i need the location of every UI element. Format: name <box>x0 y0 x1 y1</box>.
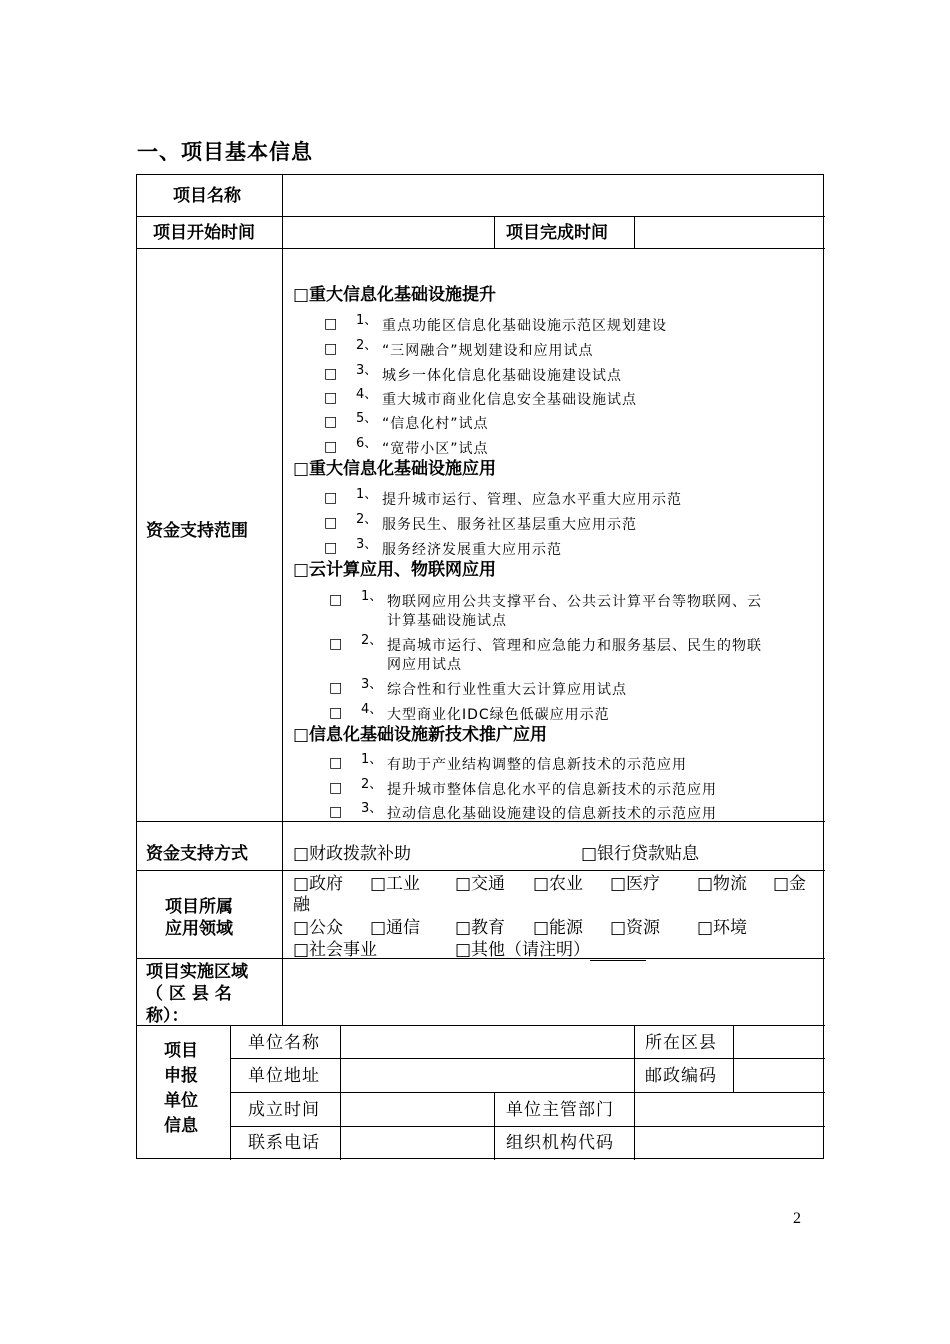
field-option-finance[interactable]: □金 <box>773 874 807 894</box>
implementation-area-label-1: 项目实施区域 <box>146 962 248 982</box>
field-option-social[interactable]: □社会事业 <box>293 940 378 960</box>
founded-field[interactable] <box>341 1093 493 1125</box>
field-option-finance-wrap: 融 <box>293 895 310 915</box>
other-blank[interactable] <box>590 942 646 961</box>
unit-name-field[interactable] <box>341 1026 633 1058</box>
page-number: 2 <box>793 1210 801 1227</box>
checkbox-icon[interactable]: □ <box>324 490 339 506</box>
field-option-transport[interactable]: □交通 <box>455 874 506 894</box>
checkbox-icon[interactable]: □ <box>324 390 339 406</box>
section-heading: 一、项目基本信息 <box>137 140 313 164</box>
funding-method-label: 资金支持方式 <box>146 844 248 864</box>
checkbox-icon[interactable]: □ <box>324 414 339 430</box>
fiscal-grant-checkbox[interactable]: □财政拨款补助 <box>293 844 412 864</box>
phone-field[interactable] <box>341 1127 493 1159</box>
checkbox-icon[interactable]: □ <box>329 705 344 721</box>
field-option-other[interactable]: □其他（请注明） <box>455 939 646 961</box>
funding-scope-label: 资金支持范围 <box>146 521 248 541</box>
applicant-label-1: 项目 <box>164 1041 198 1061</box>
field-option-government[interactable]: □政府 <box>293 874 344 894</box>
checkbox-icon[interactable]: □ <box>329 755 344 771</box>
loan-subsidy-checkbox[interactable]: □银行贷款贴息 <box>581 844 700 864</box>
org-code-field[interactable] <box>635 1127 824 1159</box>
checkbox-icon[interactable]: □ <box>324 515 339 531</box>
end-time-field[interactable] <box>635 217 824 247</box>
applicant-label-3: 单位 <box>164 1091 198 1111</box>
postal-code-field[interactable] <box>734 1059 824 1091</box>
checkbox-icon[interactable]: □ <box>329 780 344 796</box>
field-option-telecom[interactable]: □通信 <box>370 918 421 938</box>
authority-label: 单位主管部门 <box>506 1100 614 1120</box>
applicant-label-4: 信息 <box>164 1116 198 1136</box>
field-option-agriculture[interactable]: □农业 <box>533 874 584 894</box>
field-option-medical[interactable]: □医疗 <box>610 874 661 894</box>
scope-section-title[interactable]: □云计算应用、物联网应用 <box>293 560 497 580</box>
field-option-resources[interactable]: □资源 <box>610 918 661 938</box>
scope-section-title[interactable]: □重大信息化基础设施提升 <box>293 285 497 305</box>
checkbox-icon[interactable]: □ <box>324 341 339 357</box>
project-name-label: 项目名称 <box>173 186 241 206</box>
checkbox-icon[interactable]: □ <box>324 316 339 332</box>
implementation-area-label-2: （ 区 县 名 <box>146 984 232 1004</box>
project-name-field[interactable] <box>283 176 824 215</box>
postal-code-label: 邮政编码 <box>645 1066 717 1086</box>
unit-address-label: 单位地址 <box>248 1066 320 1086</box>
district-field[interactable] <box>734 1026 824 1058</box>
field-option-industry[interactable]: □工业 <box>370 874 421 894</box>
implementation-area-field[interactable] <box>283 959 824 1024</box>
scope-section-title[interactable]: □信息化基础设施新技术推广应用 <box>293 725 548 745</box>
implementation-area-label-3: 称）： <box>146 1006 189 1026</box>
checkbox-icon[interactable]: □ <box>324 439 339 455</box>
field-option-energy[interactable]: □能源 <box>533 918 584 938</box>
field-option-public[interactable]: □公众 <box>293 918 344 938</box>
scope-section-title[interactable]: □重大信息化基础设施应用 <box>293 459 497 479</box>
field-option-logistics[interactable]: □物流 <box>697 874 748 894</box>
applicant-label-2: 申报 <box>164 1066 198 1086</box>
end-time-label: 项目完成时间 <box>506 223 608 243</box>
project-info-form: 项目名称 项目开始时间 项目完成时间 资金支持范围 资金支持方式 项目所属 应用领域 项目实施区域 （ 区 县 名 称）： 项目 申报 单位 信息 □重大信息化基础设施提升 □ 1、 重点功能区信息化基础设施示范区规划建设 □ 2、 “三网融合”规划建设和应用试点 □ 3、 城乡一体化信息化基础设施建设试点 □ 4、 重大城市商业化信息安全基础设施试点 □ 5、 “信息化村”试点 □ 6、 “宽带小区”试点 □重大信息化基础设施应用 □ 1、 提升城市运行、管理、应急水平重大应用示范 □ 2、 服务民生、服务社区基层重大应用示范 □ 3、 服务经济发展重大应用示范 □云计算应用、物联网应用 □ 1、 物联网应用公共支撑平台、公共云计算平台等物联网、云 计算基础设施试点 □ 2、 提高城市运行、管理和应急能力和服务基层、民生的物联 网应用试点 □ 3、 综合性和行业性重大云计算应用试点 □ 4、 大型商业化IDC绿色低碳应用示范 □信息化基础设施新技术推广应用 □ 1、 有助于产业结构调整的信息新技术的示范应用 □ 2、 提升城市整体信息化水平的信息新技术的示范应用 □ 3、 拉动信息化基础设施建设的信息新技术的示范应用 □财政拨款补助 □银行贷款贴息 □政府 □工业 □交通 □农业 □医疗 □物流 □金 融 □公众 □通信 □教育 □能源 □资源 □环境 □社会事业 □其他（请注明） 单位名称 所在区县 单位地址 邮政编码 成立时间 单位主管部门 联系电话 组织机构代码 <box>136 174 824 1159</box>
application-field-label-2: 应用领域 <box>165 919 233 939</box>
phone-label: 联系电话 <box>248 1133 320 1153</box>
checkbox-icon[interactable]: □ <box>329 636 344 652</box>
field-option-education[interactable]: □教育 <box>455 918 506 938</box>
authority-field[interactable] <box>635 1093 824 1125</box>
application-field-label-1: 项目所属 <box>165 897 233 917</box>
org-code-label: 组织机构代码 <box>506 1133 614 1153</box>
founded-label: 成立时间 <box>248 1100 320 1120</box>
start-time-field[interactable] <box>283 217 493 247</box>
checkbox-icon[interactable]: □ <box>329 592 344 608</box>
district-label: 所在区县 <box>645 1033 717 1053</box>
start-time-label: 项目开始时间 <box>153 223 255 243</box>
unit-name-label: 单位名称 <box>248 1033 320 1053</box>
unit-address-field[interactable] <box>341 1059 633 1091</box>
checkbox-icon[interactable]: □ <box>324 540 339 556</box>
checkbox-icon[interactable]: □ <box>329 680 344 696</box>
field-option-environment[interactable]: □环境 <box>697 918 748 938</box>
checkbox-icon[interactable]: □ <box>329 804 344 820</box>
checkbox-icon[interactable]: □ <box>324 366 339 382</box>
